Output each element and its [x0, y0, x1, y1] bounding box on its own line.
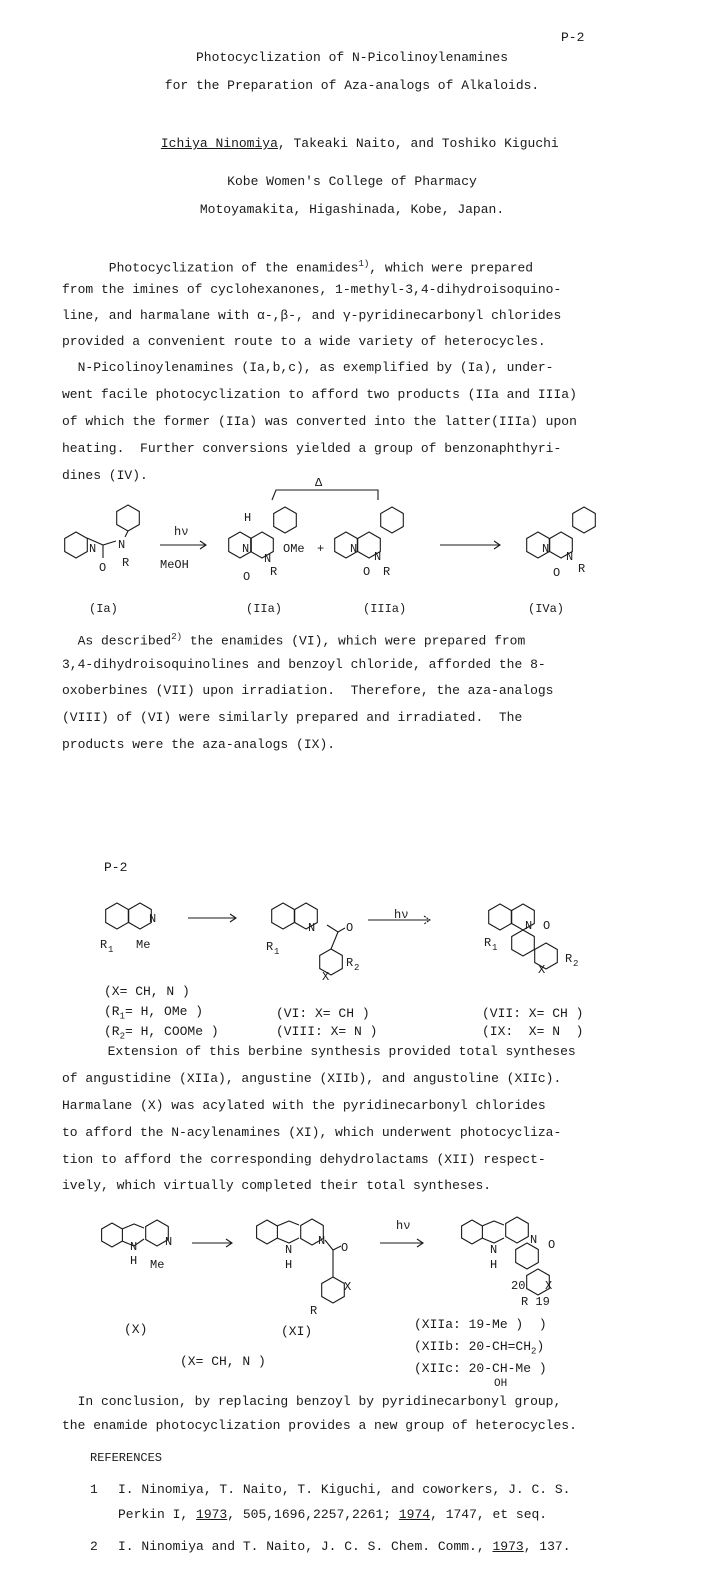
- atom-label: O: [553, 566, 561, 580]
- text-fragment: tion to afford the corresponding dehydrolactams (XII) respect-: [62, 1152, 546, 1167]
- text: As described: [62, 633, 172, 649]
- text-fragment: , 137.: [523, 1539, 571, 1554]
- compound-label: (VII: X= CH ): [482, 1006, 584, 1021]
- atom-label: R: [383, 565, 391, 579]
- atom-label: R: [100, 938, 108, 952]
- ring: [506, 1217, 529, 1243]
- scheme-2: [100, 903, 578, 984]
- text: the enamides (VI), which were prepared from: [182, 633, 526, 649]
- structure-IIa: [229, 507, 305, 584]
- compound-label: (VIII: X= N ): [276, 1024, 378, 1039]
- atom-label: O: [243, 570, 251, 584]
- compound-label: (IX: X= N ): [482, 1024, 584, 1039]
- ring: [272, 903, 295, 929]
- text-fragment: 1973: [196, 1507, 228, 1522]
- atom-label: N: [118, 538, 126, 552]
- atom-label: 1: [108, 945, 114, 955]
- text: Photocyclization of the enamides: [62, 260, 359, 276]
- atom-label: X: [344, 1280, 352, 1294]
- text: , which were prepared: [369, 260, 534, 276]
- atom-label: N: [350, 542, 358, 556]
- text-line: provided a convenient route to a wide variety of heterocycles.: [62, 334, 546, 349]
- atom-label: R: [270, 565, 278, 579]
- product-label: (XIIa: 19-Me ) ): [414, 1317, 547, 1332]
- ring: [102, 1223, 123, 1247]
- text-line: of which the former (IIa) was converted into the latter(IIIa) upon: [62, 414, 577, 429]
- ring: [322, 1277, 345, 1303]
- text-fragment: = H, OMe ): [125, 1004, 204, 1019]
- text-fragment: the enamide photocyclization provides a new group of heterocycles.: [62, 1418, 577, 1433]
- citation-1: 1): [358, 259, 370, 269]
- compound-label: (X): [124, 1322, 148, 1337]
- compound-label: (IIIa): [363, 602, 407, 616]
- title-line-2: for the Preparation of Aza-analogs of Alkaloids.: [164, 78, 540, 93]
- title-line-1: Photocyclization of N-Picolinoylenamines: [195, 50, 509, 65]
- scheme-1: [65, 476, 596, 616]
- ring: [512, 930, 535, 956]
- atom-label: Me: [136, 938, 151, 952]
- atom-label: N: [242, 542, 250, 556]
- atom-label: Δ: [315, 476, 323, 490]
- text-fragment: 1974: [398, 1507, 431, 1522]
- affiliation-2: Motoyamakita, Higashinada, Kobe, Japan.: [199, 202, 505, 217]
- atom-label: R: [484, 936, 492, 950]
- compound-label: (IIa): [246, 602, 283, 616]
- structure-IIIa: [335, 507, 404, 579]
- text-fragment: 2: [531, 1346, 537, 1357]
- text-line: from the imines of cyclohexanones, 1-methyl-3,4-dihydroisoquino-: [62, 282, 562, 297]
- atom-label: O: [548, 1238, 556, 1252]
- atom-label: N: [318, 1234, 326, 1248]
- references-heading: REFERENCES: [90, 1451, 163, 1465]
- text-fragment: (X= CH, N ): [104, 984, 190, 999]
- text-fragment: I. Ninomiya and T. Naito, J. C. S. Chem. Comm.,: [118, 1539, 493, 1554]
- atom-label: N: [490, 1243, 498, 1257]
- atom-label: 2: [354, 963, 360, 973]
- atom-label: O: [99, 561, 107, 575]
- atom-label: hν: [174, 525, 189, 539]
- structure-IVa: [527, 507, 596, 580]
- scheme-3: [102, 1217, 556, 1318]
- bond: [482, 1221, 504, 1243]
- atom-label: O: [363, 565, 371, 579]
- text-line: (VIII) of (VI) were similarly prepared and irradiated. The: [62, 710, 523, 725]
- atom-label: O: [341, 1241, 349, 1255]
- atom-label: R: [346, 956, 354, 970]
- text-fragment: = H, COOMe ): [125, 1024, 219, 1039]
- atom-label: N: [525, 919, 533, 933]
- text-line: heating. Further conversions yielded a group of benzonaphthyri-: [62, 441, 562, 456]
- text-fragment: of angustidine (XIIa), angustine (XIIb), and angustoline (XIIc).: [62, 1071, 562, 1086]
- text-line: 3,4-dihydroisoquinolines and benzoyl chloride, afforded the 8-: [62, 657, 546, 672]
- bond: [272, 490, 378, 500]
- compound-label: (XI): [281, 1324, 313, 1339]
- compound-label: (IVa): [528, 602, 565, 616]
- other-authors: , Takeaki Naito, and Toshiko Kiguchi: [277, 136, 559, 151]
- text-fragment: 2: [119, 1031, 126, 1042]
- text-line: went facile photocyclization to afford two products (IIa and IIIa): [62, 387, 577, 402]
- atom-label: O: [346, 921, 354, 935]
- text-fragment: Extension of this berbine synthesis provided total syntheses: [92, 1044, 576, 1059]
- atom-label: H: [490, 1258, 498, 1272]
- bond: [327, 925, 345, 949]
- atom-label: R: [266, 940, 274, 954]
- product-label: (XIIc: 20-CH-Me ): [414, 1361, 547, 1376]
- citation-2: 2): [171, 632, 183, 642]
- text-fragment: ): [536, 1339, 545, 1354]
- compound-label: (VI: X= CH ): [276, 1006, 370, 1021]
- atom-label: N: [374, 550, 382, 564]
- atom-label: N: [264, 552, 272, 566]
- ref-number: 2: [90, 1539, 98, 1554]
- presenter-name: Ichiya Ninomiya: [160, 136, 278, 151]
- atom-label: 1: [492, 943, 498, 953]
- text-fragment: (XIIb: 20-CH=CH: [414, 1339, 532, 1354]
- atom-label: H: [285, 1258, 293, 1272]
- text-fragment: Perkin I,: [118, 1507, 197, 1522]
- atom-label: N: [566, 550, 574, 564]
- atom-label: +: [317, 542, 325, 556]
- text-fragment: Harmalane (X) was acylated with the pyridinecarbonyl chlorides: [62, 1098, 546, 1113]
- atom-label: N: [285, 1243, 293, 1257]
- text-line: dines (IV).: [62, 468, 148, 483]
- scheme2-page-label: P-2: [104, 860, 128, 875]
- ring: [573, 507, 596, 533]
- atom-label: N: [165, 1235, 173, 1249]
- text-fragment: In conclusion, by replacing benzoyl by pyridinecarbonyl group,: [62, 1394, 562, 1409]
- atom-label: MeOH: [160, 558, 189, 572]
- condition: (X= CH, N ): [180, 1354, 266, 1369]
- text-line: line, and harmalane with α-,β-, and γ-pyridinecarbonyl chlorides: [62, 308, 562, 323]
- text-fragment: ively, which virtually completed their total syntheses.: [62, 1178, 492, 1193]
- hydroxyl-label: OH: [494, 1378, 508, 1390]
- structure-Ia: [65, 505, 140, 575]
- ring: [257, 1220, 278, 1244]
- text-fragment: (R: [104, 1024, 120, 1039]
- atom-label: X: [545, 1279, 553, 1293]
- atom-label: 20: [511, 1279, 526, 1293]
- atom-label: R: [122, 556, 130, 570]
- text-line: oxoberbines (VII) upon irradiation. Therefore, the aza-analogs: [62, 683, 554, 698]
- text-line: products were the aza-analogs (IX).: [62, 737, 336, 752]
- atom-label: H: [130, 1254, 138, 1268]
- atom-label: Me: [150, 1258, 165, 1272]
- atom-label: N: [89, 542, 97, 556]
- text-fragment: , 505,1696,2257,2261;: [227, 1507, 399, 1522]
- text-fragment: , 1747, et seq.: [430, 1507, 548, 1522]
- atom-label: R: [578, 562, 586, 576]
- text-fragment: 1: [119, 1011, 126, 1022]
- atom-label: X: [322, 970, 330, 984]
- page-label: P-2: [561, 30, 585, 45]
- atom-label: N: [130, 1240, 138, 1254]
- atom-label: 2: [573, 959, 579, 969]
- ring: [129, 903, 152, 929]
- atom-label: 1: [274, 947, 280, 957]
- atom-label: O: [543, 919, 551, 933]
- ring: [65, 532, 88, 558]
- atom-label: hν: [394, 908, 409, 922]
- atom-label: R 19: [521, 1295, 550, 1309]
- text-fragment: 1973: [492, 1539, 524, 1554]
- text-fragment: (R: [104, 1004, 120, 1019]
- atom-label: hν: [396, 1219, 411, 1233]
- atom-label: R: [565, 952, 573, 966]
- reference-1: I. Ninomiya, T. Naito, T. Kiguchi, and coworkers, J. C. S.: [118, 1482, 571, 1497]
- atom-label: N: [530, 1233, 538, 1247]
- text-line: N-Picolinoylenamines (Ia,b,c), as exemplified by (Ia), under-: [62, 360, 554, 375]
- ring: [117, 505, 140, 531]
- atom-label: N: [149, 912, 157, 926]
- atom-label: R: [310, 1304, 318, 1318]
- atom-label: N: [308, 921, 316, 935]
- ring: [489, 904, 512, 930]
- ring: [462, 1220, 483, 1244]
- atom-label: H: [244, 511, 252, 525]
- ring: [381, 507, 404, 533]
- atom-label: OMe: [283, 542, 305, 556]
- compound-label: (Ia): [89, 602, 118, 616]
- ring: [106, 903, 129, 929]
- ring: [274, 507, 297, 533]
- atom-label: X: [538, 963, 546, 977]
- affiliation-1: Kobe Women's College of Pharmacy: [227, 174, 477, 189]
- atom-label: N: [542, 542, 550, 556]
- text-fragment: to afford the N-acylenamines (XI), which underwent photocycliza-: [62, 1125, 562, 1140]
- ref-number: 1: [90, 1482, 98, 1497]
